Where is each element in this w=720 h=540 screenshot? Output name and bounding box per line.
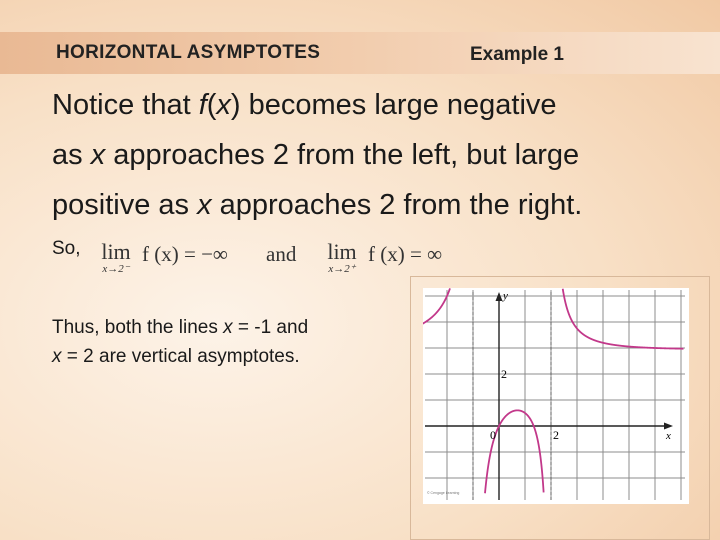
text-segment: = 2 are vertical asymptotes. (61, 346, 300, 367)
conclusion-line-1 (52, 313, 308, 342)
text-segment: approaches 2 from the left, but large (105, 139, 580, 171)
grid (423, 290, 685, 500)
math-x: x (197, 189, 212, 221)
math-x: x (223, 317, 233, 338)
x-axis-label: x (666, 430, 671, 442)
math-x: x (216, 89, 231, 121)
curve-branch-left (423, 288, 450, 326)
conclusion-line-2 (52, 342, 308, 371)
lim-word: lim (327, 239, 357, 264)
conclusion-text (52, 313, 308, 371)
text-segment: positive as (52, 189, 198, 221)
curve-branch-right (563, 289, 684, 349)
text-segment: Thus, both the lines (52, 317, 224, 338)
text-segment: Notice that (52, 89, 199, 121)
x-tick-label: 2 (553, 428, 559, 442)
origin-label: 0 (490, 428, 496, 442)
so-label: So, (52, 238, 81, 259)
lim-word: lim (101, 239, 131, 264)
lim-subscript: x→2⁺ (328, 263, 356, 275)
and-word: and (266, 242, 297, 266)
math-x: x (90, 139, 106, 171)
text-segment: ) becomes large negative (230, 89, 557, 121)
example-label: Example 1 (470, 44, 564, 65)
section-title: HORIZONTAL ASYMPTOTES (56, 42, 321, 63)
body-line-1 (52, 80, 692, 130)
y-axis-label: y (503, 290, 508, 302)
left-limit-operator (96, 239, 136, 276)
right-limit-expression: f (x) = ∞ (368, 242, 443, 266)
credit-text: © Cengage Learning (427, 491, 460, 495)
lim-subscript: x→2⁻ (102, 263, 130, 275)
body-line-3 (52, 180, 692, 230)
text-segment: as (52, 139, 91, 171)
x-axis-arrow (664, 423, 673, 430)
left-limit-expression: f (x) = −∞ (142, 242, 228, 266)
y-tick-label: 2 (501, 367, 507, 381)
graph-panel (423, 288, 689, 504)
text-segment: approaches 2 from the right. (211, 189, 583, 221)
body-paragraph (52, 80, 692, 230)
math-x: x (52, 346, 62, 367)
function-graph (423, 288, 689, 504)
body-line-2 (52, 130, 692, 180)
math-f: f (198, 89, 207, 121)
text-segment: ( (206, 89, 217, 121)
right-limit-operator (322, 239, 362, 276)
text-segment: = -1 and (232, 317, 309, 338)
